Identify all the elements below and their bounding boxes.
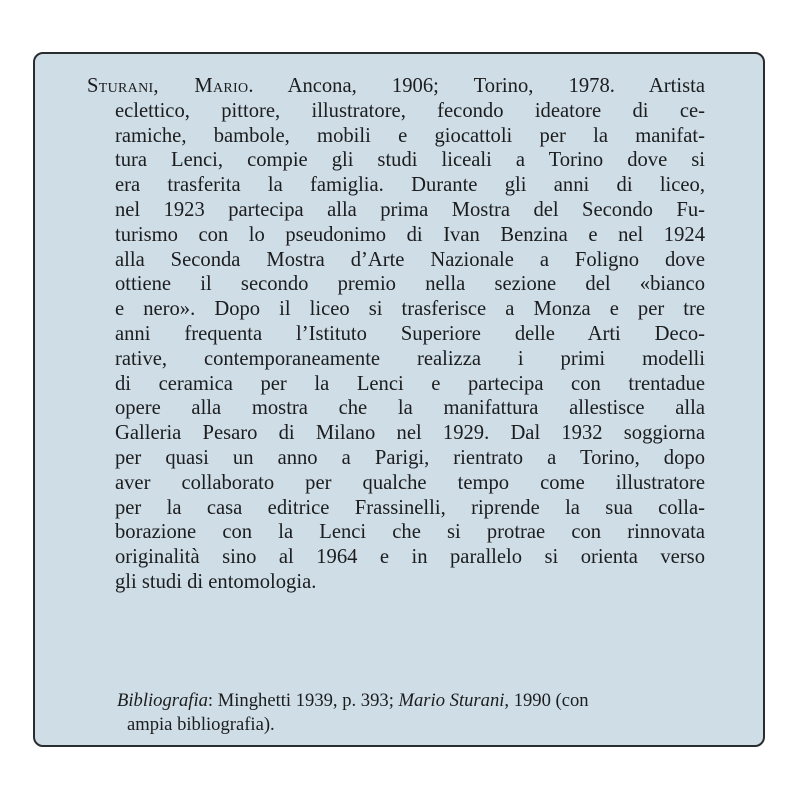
text-line: tura Lenci, compie gli studi liceali a Torino dove si — [115, 149, 705, 172]
text-line: e nero». Dopo il liceo si trasferisce a Monza e per tre — [115, 298, 705, 321]
text-line: originalità sino al 1964 e in parallelo si orienta verso — [115, 546, 705, 569]
bibliography-title: Mario Sturani — [398, 690, 505, 711]
bibliography — [117, 689, 717, 737]
text-line: Galleria Pesaro di Milano nel 1929. Dal 1932 soggiorna — [115, 422, 705, 445]
text-line: gli studi di entomologia. — [115, 570, 317, 593]
bibliography-line: ampia bibliografia). — [127, 714, 275, 735]
text-line: per la casa editrice Frassinelli, riprende la sua colla- — [115, 496, 705, 519]
text-line: rative, contemporaneamente realizza i primi modelli — [115, 347, 705, 370]
text-line: era trasferita la famiglia. Durante gli anni di liceo, — [115, 174, 705, 197]
text-line: di ceramica per la Lenci e partecipa con trentadue — [115, 372, 705, 395]
text-line: nel 1923 partecipa alla prima Mostra del Secondo Fu- — [115, 198, 705, 221]
text-line: turismo con lo pseudonimo di Ivan Benzina e nel 1924 — [115, 223, 705, 246]
text-line: per quasi un anno a Parigi, rientrato a Torino, dopo — [115, 446, 705, 469]
entry-name: Sturani, Mario — [87, 75, 249, 97]
text-line: opere alla mostra che la manifattura allestisce alla — [115, 397, 705, 420]
text-line: Sturani, Mario. Ancona, 1906; Torino, 1978. Artista — [87, 75, 705, 97]
text-line: anni frequenta l’Istituto Superiore delle Arti Deco- — [115, 322, 705, 345]
bibliography-label: Bibliografia — [117, 690, 208, 711]
text-line: alla Seconda Mostra d’Arte Nazionale a Foligno dove — [115, 248, 705, 271]
text-line: ramiche, bambole, mobili e giocattoli per la manifat- — [115, 124, 705, 147]
text-line: ottiene il secondo premio nella sezione del «bianco — [115, 273, 705, 296]
document-page — [33, 52, 765, 747]
text-line: aver collaborato per qualche tempo come illustratore — [115, 471, 705, 494]
text-line: eclettico, pittore, illustratore, fecondo ideatore di ce- — [115, 99, 705, 122]
biography-text — [87, 74, 705, 595]
text-line: borazione con la Lenci che si protrae con rinnovata — [115, 521, 705, 544]
bibliography-line: Bibliografia: Minghetti 1939, p. 393; Mario Sturani, 1990 (con — [117, 690, 589, 711]
